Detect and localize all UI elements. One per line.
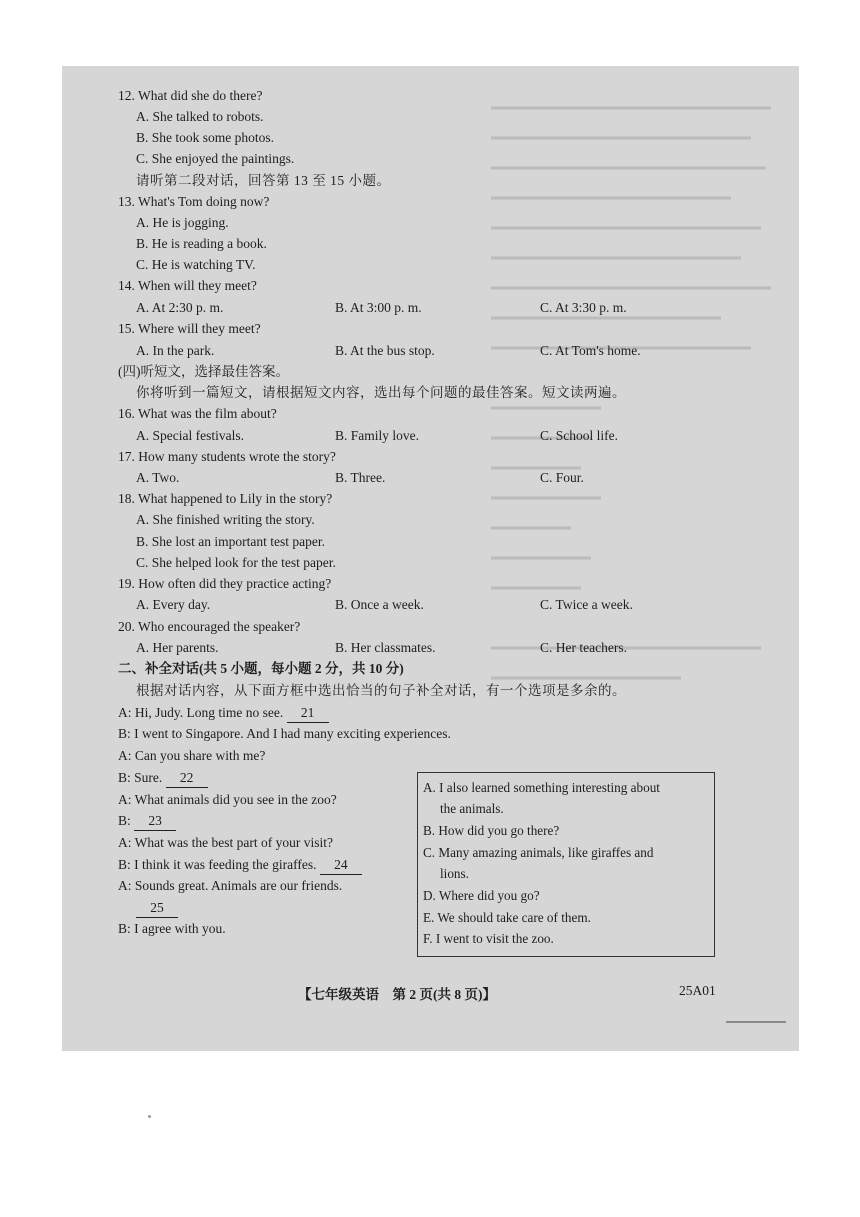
q20-stem: 20. Who encouraged the speaker? — [118, 619, 301, 634]
dialog2-instruction: 请听第二段对话，回答第 13 至 15 小题。 — [136, 173, 391, 188]
option-e: E. We should take care of them. — [423, 910, 591, 925]
paper-code: 25A01 — [679, 983, 716, 998]
q20-option-b: B. Her classmates. — [335, 640, 436, 655]
q18-option-a: A. She finished writing the story. — [136, 512, 315, 527]
q17-option-b: B. Three. — [335, 470, 386, 485]
options-box — [417, 772, 715, 957]
dialogue-line-4 — [118, 769, 208, 788]
dialogue-line-10: B: I agree with you. — [118, 921, 226, 936]
dialogue-line-blank-25 — [136, 899, 178, 918]
q15-stem: 15. Where will they meet? — [118, 321, 261, 336]
option-f: F. I went to visit the zoo. — [423, 931, 554, 946]
section4-heading: (四)听短文，选择最佳答案。 — [118, 364, 289, 379]
dialogue-line-9: A: Sounds great. Animals are our friends. — [118, 878, 343, 893]
dialogue-line-6-text: B: — [118, 813, 131, 828]
q15-option-a: A. In the park. — [136, 343, 215, 358]
q16-stem: 16. What was the film about? — [118, 406, 277, 421]
section4-instruction: 你将听到一篇短文，请根据短文内容，选出每个问题的最佳答案。短文读两遍。 — [136, 385, 626, 400]
blank-23: 23 — [134, 812, 176, 831]
q16-option-a: A. Special festivals. — [136, 428, 244, 443]
q19-option-b: B. Once a week. — [335, 597, 424, 612]
q15-option-b: B. At the bus stop. — [335, 343, 435, 358]
option-c-line1: C. Many amazing animals, like giraffes and — [423, 845, 654, 860]
q18-option-c: C. She helped look for the test paper. — [136, 555, 336, 570]
dialogue-line-7: A: What was the best part of your visit? — [118, 835, 333, 850]
q12-option-c: C. She enjoyed the paintings. — [136, 151, 295, 166]
blank-21: 21 — [287, 704, 329, 723]
q16-option-c: C. School life. — [540, 428, 618, 443]
pencil-mark — [726, 1021, 786, 1023]
dialogue-line-8-text: B: I think it was feeding the giraffes. — [118, 857, 317, 872]
q19-stem: 19. How often did they practice acting? — [118, 576, 332, 591]
dialogue-line-2: B: I went to Singapore. And I had many exciting experiences. — [118, 726, 451, 741]
q14-stem: 14. When will they meet? — [118, 278, 257, 293]
q17-option-c: C. Four. — [540, 470, 584, 485]
option-a-line2: the animals. — [440, 801, 504, 816]
option-c-line2: lions. — [440, 866, 469, 881]
dialogue-line-8 — [118, 856, 362, 875]
q13-option-a: A. He is jogging. — [136, 215, 229, 230]
q20-option-a: A. Her parents. — [136, 640, 219, 655]
blank-22: 22 — [166, 769, 208, 788]
blank-25: 25 — [136, 899, 178, 918]
q17-option-a: A. Two. — [136, 470, 180, 485]
option-d: D. Where did you go? — [423, 888, 540, 903]
dialogue-line-1 — [118, 704, 329, 723]
q19-option-a: A. Every day. — [136, 597, 211, 612]
option-b: B. How did you go there? — [423, 823, 560, 838]
q12-stem: 12. What did she do there? — [118, 88, 263, 103]
q13-option-b: B. He is reading a book. — [136, 236, 267, 251]
page-footer: 【七年级英语 第 2 页(共 8 页)】 — [298, 987, 496, 1002]
q14-option-a: A. At 2:30 p. m. — [136, 300, 224, 315]
q18-option-b: B. She lost an important test paper. — [136, 534, 325, 549]
dialogue-line-5: A: What animals did you see in the zoo? — [118, 792, 337, 807]
dialogue-line-6 — [118, 812, 176, 831]
dialogue-line-3: A: Can you share with me? — [118, 748, 266, 763]
q15-option-c: C. At Tom's home. — [540, 343, 641, 358]
q14-option-c: C. At 3:30 p. m. — [540, 300, 627, 315]
dialogue-instruction: 根据对话内容，从下面方框中选出恰当的句子补全对话，有一个选项是多余的。 — [136, 683, 626, 698]
dialogue-line-4-text: B: Sure. — [118, 770, 163, 785]
q18-stem: 18. What happened to Lily in the story? — [118, 491, 333, 506]
q12-option-b: B. She took some photos. — [136, 130, 275, 145]
exam-page — [62, 66, 799, 1051]
q16-option-b: B. Family love. — [335, 428, 419, 443]
q19-option-c: C. Twice a week. — [540, 597, 633, 612]
q13-option-c: C. He is watching TV. — [136, 257, 256, 272]
q13-stem: 13. What's Tom doing now? — [118, 194, 270, 209]
option-a-line1: A. I also learned something interesting about — [423, 780, 660, 795]
stray-mark — [148, 1115, 151, 1118]
q12-option-a: A. She talked to robots. — [136, 109, 264, 124]
dialogue-line-1-text: A: Hi, Judy. Long time no see. — [118, 705, 284, 720]
q20-option-c: C. Her teachers. — [540, 640, 627, 655]
blank-24: 24 — [320, 856, 362, 875]
dialogue-section-heading: 二、补全对话(共 5 小题，每小题 2 分，共 10 分) — [118, 661, 404, 676]
q17-stem: 17. How many students wrote the story? — [118, 449, 336, 464]
q14-option-b: B. At 3:00 p. m. — [335, 300, 422, 315]
